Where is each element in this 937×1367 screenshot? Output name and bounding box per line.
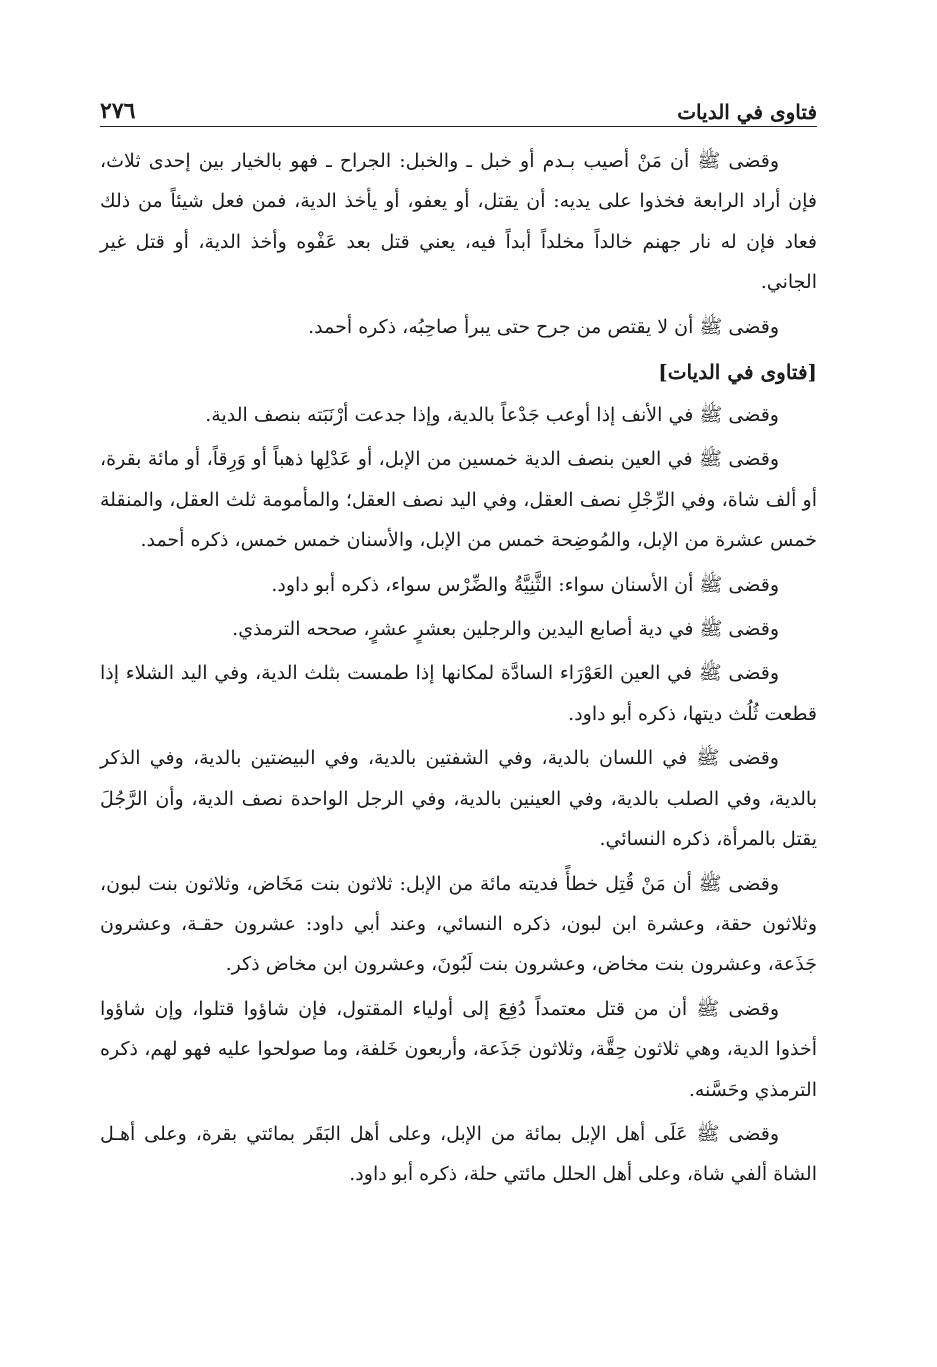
paragraph: وقضى ﷺ في العين بنصف الدية خمسين من الإبل، أو عَدْلِها ذهباً أو وَرِقاً، أو مائة بقرة، أو ألف شاة، وفي الرِّجْلِ نصف العقل، وفي اليد نصف العقل؛ والمأمومة ثلث العقل، والمنقلة خمس عشرة من الإبل، والمُوضِحة خمس من الإبل، والأسنان خمس خمس، ذكره أحمد.: [100, 448, 817, 552]
page-header: [100, 92, 817, 127]
paragraph: وقضى ﷺ في الأنف إذا أوعب جَدْعاً بالدية، وإذا جدعت أرْنَبَته بنصف الدية.: [205, 404, 779, 427]
paragraph: وقضى ﷺ أن مَنْ قُتِل خطأً فديته مائة من الإبل: ثلاثون بنت مَخَاض، وثلاثون بنت لبون، وثلاثون حقة، وعشرة ابن لبون، ذكره النسائي، وعند أبي داود: عشرون حقـة، وعشرون جَذَعة، وعشرون بنت مخاض، وعشرون بنت لَبُونَ، وعشرون ابن مخاض ذكر.: [100, 872, 817, 976]
paragraph: وقضى ﷺ أن لا يقتص من جرح حتى يبرأ صاحِبُه، ذكره أحمد.: [308, 315, 779, 338]
running-title: فتاوى في الديات: [677, 100, 817, 124]
paragraph: وقضى ﷺ عَلَى أهل الإبل بمائة من الإبل، وعلى أهل البَقَر بمائتي بقرة، وعلى أهـل الشاة ألفي شاة، وعلى أهل الحلل مائتي حلة، ذكره أبو داود.: [100, 1122, 817, 1186]
paragraph: وقضى ﷺ في دية أصابع اليدين والرجلين بعشرٍ عشرٍ، صححه الترمذي.: [232, 618, 779, 641]
section-heading: [فتاوى في الديات]: [658, 360, 817, 385]
page-number: ٢٧٦: [100, 98, 136, 124]
paragraph: وقضى ﷺ أن من قتل معتمداً دُفِعَ إلى أولياء المقتول، فإن شاؤوا قتلوا، وإن شاؤوا أخذوا الدية، وهي ثلاثون حِقَّة، وثلاثون جَذَعة، وأربعون خَلفة، وما صولحوا عليه فهو لهم، ذكره الترمذي وحَسَّنه.: [100, 997, 817, 1101]
paragraph: وقضى ﷺ في اللسان بالدية، وفي الشفتين بالدية، وفي البيضتين بالدية، وفي الذكر بالدية، وفي الصلب بالدية، وفي العينين بالدية، وفي الرجل الواحدة نصف الدية، وأن الرَّجُلَ يقتل بالمرأة، ذكره النسائي.: [100, 747, 817, 851]
paragraph: وقضى ﷺ أن مَنْ أصيب بـدم أو خبل ـ والخبل: الجراح ـ فهو بالخيار بين إحدى ثلاث، فإن أراد الرابعة فخذوا على يديه: أن يقتل، أو يعفو، أو يأخذ الدية، فمن فعل شيئاً من ذلك فعاد فإن له نار جهنم خالداً مخلداً أبداً فيه، يعني قتل بعد عَفْوه وأخذ الدية، أو قتل غير الجاني.: [100, 150, 817, 294]
book-page: [100, 92, 817, 1199]
paragraph: وقضى ﷺ في العين العَوْرَاء السادَّة لمكانها إذا طمست بثلث الدية، وفي اليد الشلاء إذا قطعت ثُلُث ديتها، ذكره أبو داود.: [100, 662, 817, 725]
paragraph: وقضى ﷺ أن الأسنان سواء: الثَّنِيَّةُ والضِّرْس سواء، ذكره أبو داود.: [271, 573, 779, 596]
